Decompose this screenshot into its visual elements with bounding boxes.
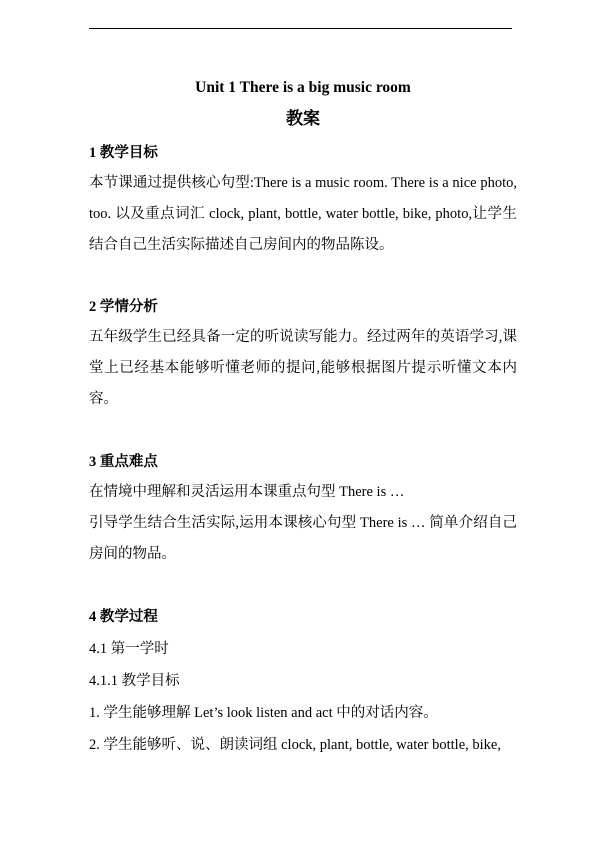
document-body (89, 77, 517, 755)
section-heading-key-points: 3 重点难点 (89, 454, 158, 470)
section-heading-objectives: 1 教学目标 (89, 145, 158, 161)
subsection-period-1: 4.1 第一学时 (89, 641, 169, 657)
section-text-analysis: 五年级学生已经具备一定的听说读写能力。经过两年的英语学习,课堂上已经基本能够听懂老师的提问,能够根据图片提示听懂文本内容。 (89, 329, 517, 407)
section-heading-process: 4 教学过程 (89, 609, 158, 625)
section-heading-analysis: 2 学情分析 (89, 299, 158, 315)
objective-item-1: 1. 学生能够理解 Let’s look listen and act 中的对话内容。 (89, 705, 438, 721)
header-rule (89, 28, 512, 29)
document-subtitle: 教案 (286, 109, 320, 128)
objective-item-2: 2. 学生能够听、说、朗读词组 clock, plant, bottle, water bottle, bike, (89, 737, 501, 753)
section-text-objectives: 本节课通过提供核心句型:There is a music room. There is a nice photo, too. 以及重点词汇 clock, plant, bottle, water bottle, bike, photo,让学生结合自己生活实际描述自己房间内的物品陈设。 (89, 175, 517, 253)
section-text-key-point-2: 引导学生结合生活实际,运用本课核心句型 There is … 简单介绍自己房间的物品。 (89, 515, 517, 562)
subsection-period-1-objectives: 4.1.1 教学目标 (89, 673, 180, 689)
section-text-key-point-1: 在情境中理解和灵活运用本课重点句型 There is … (89, 484, 405, 500)
document-title: Unit 1 There is a big music room (195, 79, 411, 96)
